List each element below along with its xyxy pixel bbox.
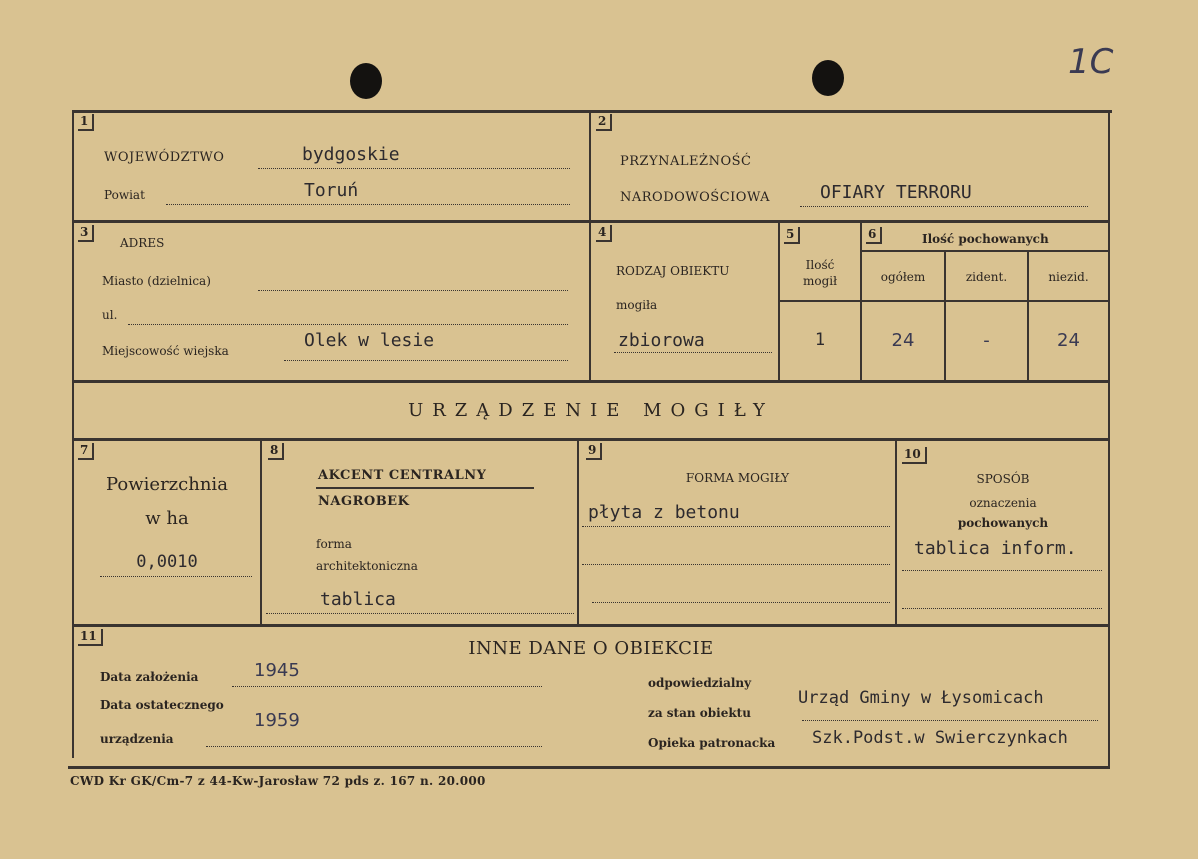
architektoniczna-label: architektoniczna xyxy=(316,559,418,573)
akcent-centralny-label: AKCENT CENTRALNY xyxy=(318,468,487,483)
adres-title: ADRES xyxy=(120,236,165,250)
banner-title: URZĄDZENIE MOGIŁY xyxy=(408,400,774,421)
narodowosciowa-label: NARODOWOŚCIOWA xyxy=(620,190,771,205)
pochowanych-label: pochowanych xyxy=(957,516,1049,530)
forma-mogily-line-3 xyxy=(592,602,890,603)
frame-left xyxy=(72,110,74,758)
row2-bottom xyxy=(72,380,1110,383)
sposob-line-1 xyxy=(902,570,1102,571)
forma-mogily-line-2 xyxy=(582,564,890,565)
ogolem-header: ogółem xyxy=(880,270,926,284)
niezid-header: niezid. xyxy=(1048,270,1089,284)
section-7-number: 7 xyxy=(78,443,94,460)
ogolem-value: 24 xyxy=(891,330,915,351)
section-6-number: 6 xyxy=(866,227,882,244)
w-ha-label: w ha xyxy=(145,508,189,529)
odpowiedzialny-line xyxy=(802,720,1098,721)
miejscowosc-line xyxy=(284,360,568,361)
v-row4-a xyxy=(260,440,262,626)
punch-hole-right xyxy=(812,60,844,96)
section-4-number: 4 xyxy=(596,225,612,242)
mogila-label: mogiła xyxy=(616,298,658,312)
ul-line xyxy=(128,324,568,325)
ilosc-pochowanych-title: Ilość pochowanych xyxy=(922,232,1049,246)
row1-bottom xyxy=(72,220,1110,223)
opieka-patronacka-value: Szk.Podst.w Swierczynkach xyxy=(812,728,1068,748)
v-row4-b xyxy=(577,440,579,626)
ul-label: ul. xyxy=(102,308,118,322)
akcent-underline xyxy=(316,487,534,489)
powiat-line xyxy=(166,204,570,205)
section-11-number: 11 xyxy=(78,629,103,646)
narodowosc-value: OFIARY TERRORU xyxy=(820,182,972,203)
inne-dane-title: INNE DANE O OBIEKCIE xyxy=(468,638,714,659)
odpowiedzialny-label: odpowiedzialny xyxy=(648,676,752,690)
data-ostatecznego-label: Data ostatecznego xyxy=(100,698,224,712)
ilosc-mogil-label-1: Ilość xyxy=(805,258,835,272)
data-zalozenia-label: Data założenia xyxy=(100,670,199,684)
v-row2-b xyxy=(778,222,780,382)
rodzaj-obiektu-label: RODZAJ OBIEKTU xyxy=(616,264,730,278)
frame-top xyxy=(72,110,1112,113)
nagrobek-label: NAGROBEK xyxy=(318,494,410,509)
narodowosc-line xyxy=(800,206,1088,207)
forma-mogily-value: płyta z betonu xyxy=(588,502,740,523)
wojewodztwo-label: WOJEWÓDZTWO xyxy=(104,150,225,165)
sposob-value: tablica inform. xyxy=(914,538,1077,559)
section-10-number: 10 xyxy=(902,447,927,464)
powierzchnia-label: Powierzchnia xyxy=(106,474,228,495)
frame-bottom xyxy=(68,766,1110,769)
section-3-number: 3 xyxy=(78,225,94,242)
v-row2-c xyxy=(860,222,862,382)
miejscowosc-value: Olek w lesie xyxy=(304,330,435,351)
oznaczenia-label: oznaczenia xyxy=(969,496,1037,510)
punch-hole-left xyxy=(350,63,382,99)
niezid-value: 24 xyxy=(1057,330,1080,351)
h-row2-b xyxy=(778,300,1110,302)
section-9-number: 9 xyxy=(586,443,602,460)
ilosc-mogil-label-2: mogił xyxy=(802,274,837,288)
powierzchnia-line xyxy=(100,576,252,577)
corner-mark: 1C xyxy=(1068,42,1114,82)
miejscowosc-label: Miejscowość wiejska xyxy=(102,344,229,358)
miasto-label: Miasto (dzielnica) xyxy=(102,274,211,288)
zident-value: - xyxy=(983,330,990,351)
forma-arch-value: tablica xyxy=(320,589,396,610)
forma-arch-line xyxy=(266,613,574,614)
rodzaj-value: zbiorowa xyxy=(618,330,705,351)
powiat-label: Powiat xyxy=(104,188,145,202)
v-row2-a xyxy=(589,222,591,382)
przynaleznosc-label: PRZYNALEŻNOŚĆ xyxy=(620,154,752,169)
print-footer: CWD Kr GK/Cm-7 z 44-Kw-Jarosław 72 pds z. 167 n. 20.000 xyxy=(70,774,486,788)
wojewodztwo-line xyxy=(258,168,570,169)
forma-label: forma xyxy=(316,537,352,551)
forma-mogily-label: FORMA MOGIŁY xyxy=(685,471,790,485)
rodzaj-line xyxy=(614,352,772,353)
data-zalozenia-line xyxy=(232,686,542,687)
za-stan-obiektu-label: za stan obiektu xyxy=(648,706,751,720)
urzadzenia-label: urządzenia xyxy=(100,732,174,746)
data-ostatecznego-value: 1959 xyxy=(254,710,300,731)
wojewodztwo-value: bydgoskie xyxy=(302,144,400,165)
sposob-line-2 xyxy=(902,608,1102,609)
forma-mogily-line-1 xyxy=(582,526,890,527)
banner-bottom xyxy=(72,438,1110,441)
v-row4-c xyxy=(895,440,897,626)
v-row1 xyxy=(589,110,591,222)
ilosc-mogil-value: 1 xyxy=(814,330,826,350)
section-8-number: 8 xyxy=(268,443,284,460)
powierzchnia-value: 0,0010 xyxy=(136,552,198,572)
opieka-patronacka-label: Opieka patronacka xyxy=(648,736,776,750)
odpowiedzialny-value: Urząd Gminy w Łysomicach xyxy=(798,688,1044,708)
zident-header: zident. xyxy=(965,270,1008,284)
miasto-line xyxy=(258,290,568,291)
data-zalozenia-value: 1945 xyxy=(254,660,300,681)
powiat-value: Toruń xyxy=(304,180,359,201)
section-5-number: 5 xyxy=(784,227,800,244)
row4-bottom xyxy=(72,624,1110,627)
section-2-number: 2 xyxy=(596,114,612,131)
h-row2-a xyxy=(860,250,1110,252)
sposob-label: SPOSÓB xyxy=(976,472,1030,486)
section-1-number: 1 xyxy=(78,114,94,131)
data-ostatecznego-line xyxy=(206,746,542,747)
